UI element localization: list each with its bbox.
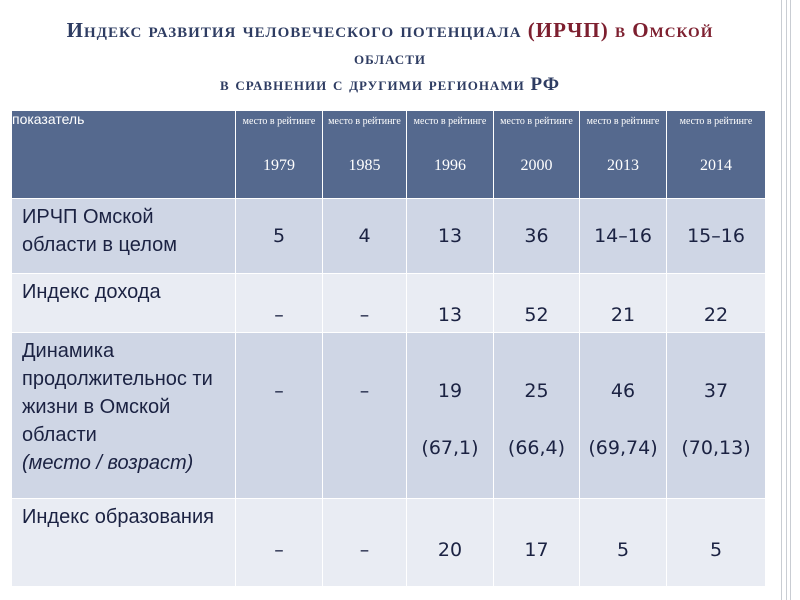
header-rank-label: место в рейтинге [413,116,487,127]
table-cell [494,333,580,499]
table-row [12,499,766,587]
table-cell: – [323,274,407,333]
table-header-row [12,111,766,199]
table-row [12,199,766,274]
cell-value: – [359,380,370,402]
cell-subvalue: (70,13) [681,437,751,459]
table-row [12,333,766,499]
title-accent-text: (ИРЧП) в Омской [527,18,714,42]
header-rank-label: место в рейтинге [586,116,660,127]
slide-title-line-3: в сравнении с другими регионами РФ [219,74,561,95]
row-label [12,333,236,499]
table-cell: – [236,499,323,587]
table-cell [323,333,407,499]
table-cell: 21 [580,274,667,333]
table-cell: – [236,274,323,333]
header-year-value: 1979 [263,157,295,174]
table-cell: 4 [323,199,407,274]
table-cell: 20 [407,499,494,587]
header-year-value: 2013 [607,157,639,174]
table-cell: 5 [236,199,323,274]
slide-edge-line [790,0,791,600]
table-row [12,274,766,333]
header-indicator: показатель [12,111,236,199]
cell-value: 19 [437,380,463,402]
table-cell: 13 [407,274,494,333]
table-cell: 17 [494,499,580,587]
header-year [236,111,323,199]
header-year-value: 2014 [700,157,732,174]
row-label: Индекс образования [12,499,236,587]
header-year-value: 1996 [434,157,466,174]
slide-edge-line [786,0,787,600]
row-label-note: (место / возраст) [22,452,194,474]
header-year [667,111,766,199]
table-cell [580,333,667,499]
table-cell: – [323,499,407,587]
header-year-value: 1985 [348,157,381,174]
table-cell: 36 [494,199,580,274]
table-cell: 13 [407,199,494,274]
header-rank-label: место в рейтинге [328,116,401,127]
cell-subvalue: (67,1) [421,437,479,459]
cell-value: – [274,380,284,402]
table-cell [667,333,766,499]
table-cell [236,333,323,499]
row-label: ИРЧП Омской области в целом [12,199,236,274]
cell-value: 37 [703,380,729,402]
slide-title-line-1 [30,18,750,43]
table-cell: 5 [580,499,667,587]
table-cell: 14–16 [580,199,667,274]
slide-edge-line [781,0,782,600]
header-year [494,111,580,199]
cell-subvalue: (69,74) [588,437,658,459]
header-year [323,111,407,199]
cell-subvalue: (66,4) [507,437,566,459]
table-cell: 5 [667,499,766,587]
header-year-value: 2000 [520,157,553,174]
row-label-text: Динамика продолжительнос ти жизни в Омской области [22,340,213,446]
header-rank-label: место в рейтинге [242,116,316,127]
table-cell [407,333,494,499]
cell-value: 46 [610,380,636,402]
table-cell: 52 [494,274,580,333]
header-rank-label: место в рейтинге [679,116,753,127]
table-cell: 15–16 [667,199,766,274]
header-year [407,111,494,199]
row-label: Индекс дохода [12,274,236,333]
header-rank-label: место в рейтинге [500,116,573,127]
header-year [580,111,667,199]
slide-title-line-2: области [354,48,426,69]
cell-value: 25 [524,380,549,402]
table-cell: 22 [667,274,766,333]
title-text: Индекс развития человеческого потенциала [66,18,522,42]
ranking-table [11,110,766,587]
